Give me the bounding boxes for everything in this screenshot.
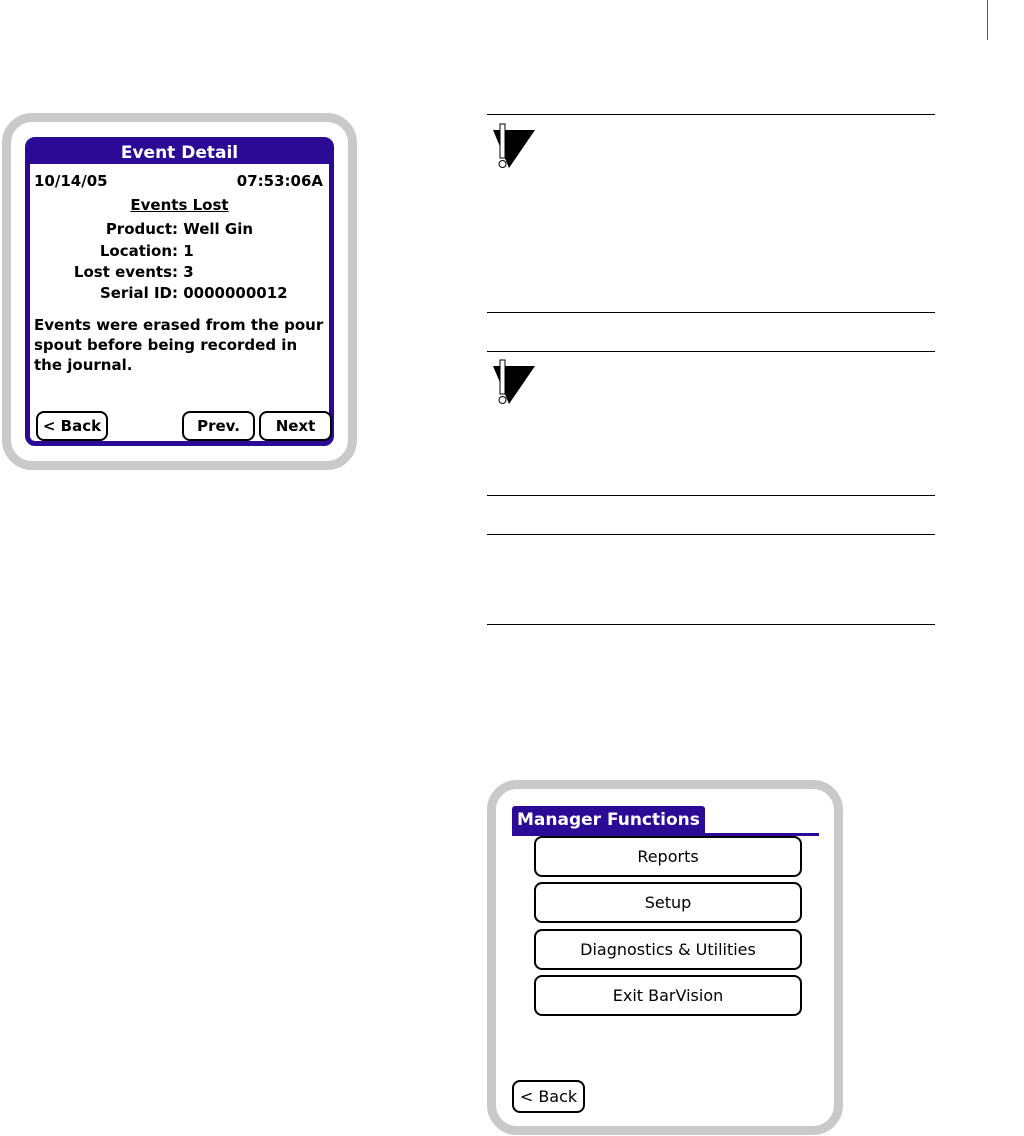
manager-functions-title: Manager Functions	[512, 806, 705, 833]
event-time: 07:53:06A	[236, 172, 323, 190]
back-button[interactable]: < Back	[36, 411, 108, 441]
event-heading: Events Lost	[130, 196, 229, 214]
field-lost-events	[30, 263, 332, 281]
field-value: 0000000012	[183, 284, 288, 302]
event-detail-device	[2, 113, 357, 470]
next-button[interactable]: Next	[259, 411, 332, 441]
field-product	[30, 220, 332, 238]
field-label: Serial ID:	[99, 284, 178, 302]
back-button[interactable]: < Back	[512, 1080, 585, 1113]
field-value: 1	[183, 242, 194, 260]
rule-6	[487, 624, 935, 625]
prev-button[interactable]: Prev.	[182, 411, 255, 441]
field-value: 3	[183, 263, 194, 281]
event-detail-screen	[25, 137, 334, 446]
rule-4	[487, 495, 935, 496]
field-value: Well Gin	[183, 220, 254, 238]
rule-2	[487, 312, 935, 313]
exit-barvision-button[interactable]: Exit BarVision	[534, 975, 802, 1016]
setup-button[interactable]: Setup	[534, 882, 802, 923]
rule-5	[487, 534, 935, 535]
field-location	[30, 242, 332, 260]
field-label: Product:	[105, 220, 178, 238]
field-label: Lost events:	[73, 263, 178, 281]
field-label: Location:	[99, 242, 178, 260]
field-serial-id	[30, 284, 332, 302]
page-edge-rule	[987, 0, 988, 40]
event-detail-title: Event Detail	[30, 142, 329, 164]
rule-1	[487, 114, 935, 115]
rule-3	[487, 351, 935, 352]
event-message: Events were erased from the pour spout before being recorded in the journal.	[34, 316, 324, 374]
warning-icon	[485, 122, 540, 172]
manager-functions-device	[487, 780, 843, 1135]
reports-button[interactable]: Reports	[534, 836, 802, 877]
warning-icon	[485, 358, 540, 408]
event-date: 10/14/05	[34, 172, 108, 190]
diagnostics-utilities-button[interactable]: Diagnostics & Utilities	[534, 929, 802, 970]
